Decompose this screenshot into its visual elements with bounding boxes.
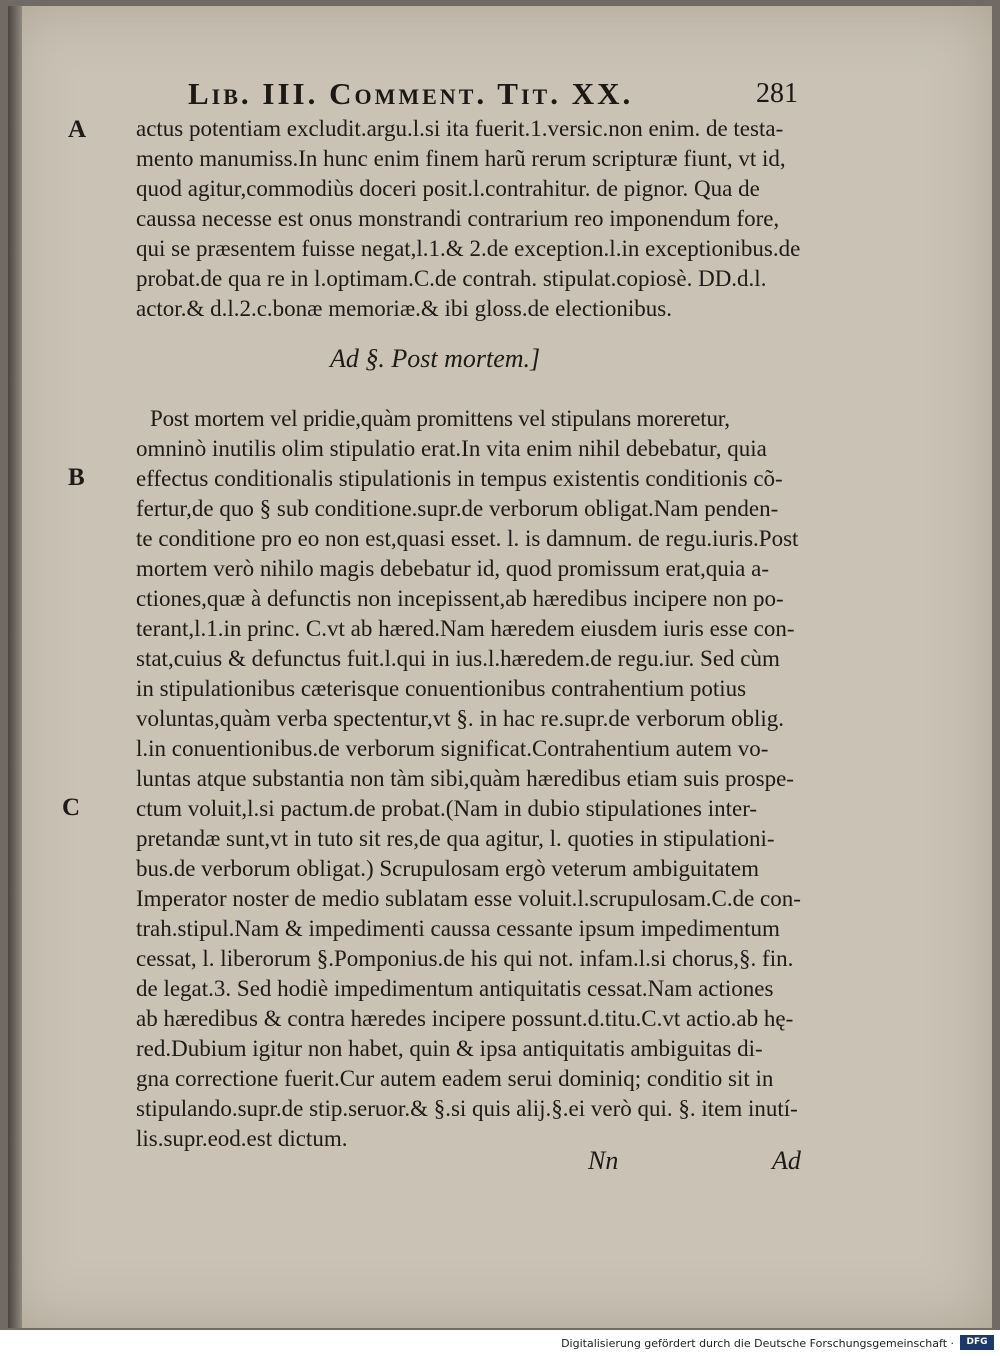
text-line: qui se præsentem fuisse negat,l.1.& 2.de exception.l.in exceptionibus.de [136, 236, 801, 261]
text-line: ctiones,quæ à defunctis non incepissent,ab hæredibus incipere non po- [136, 586, 784, 611]
catchword: Ad [772, 1146, 801, 1175]
text-line: gna correctione fuerit.Cur autem eadem serui dominiq; conditio sit in [136, 1066, 774, 1091]
page-number: 281 [756, 78, 798, 109]
text-line: te conditione pro eo non est,quasi esset. l. is damnum. de regu.iuris.Post [136, 526, 799, 551]
text-line: caussa necesse est onus monstrandi contrarium reo imponendum fore, [136, 206, 780, 231]
text-line: de legat.3. Sed hodiè impedimentum antiquitatis cessat.Nam actiones [136, 976, 774, 1001]
text-line: omninò inutilis olim stipulatio erat.In vita enim nihil debebatur, quia [136, 436, 767, 461]
main-paragraph [136, 404, 816, 1154]
marginal-letter-a: A [68, 116, 87, 143]
running-head-title: Lib. III. Comment. Tit. XX. [188, 76, 634, 111]
text-line: stat,cuius & defunctus fuit.l.qui in ius.l.hæredem.de regu.iur. Sed cùm [136, 646, 780, 671]
text-line: cessat, l. liberorum §.Pomponius.de his qui not. infam.l.si chorus,§. fin. [136, 946, 794, 971]
text-line: ctum voluit,l.si pactum.de probat.(Nam in dubio stipulationes inter- [136, 796, 758, 821]
text-line: terant,l.1.in princ. C.vt ab hæred.Nam hæredem eiusdem iuris esse con- [136, 616, 795, 641]
dfg-logo: DFG [960, 1335, 994, 1350]
footer-credit: Digitalisierung gefördert durch die Deutsche Forschungsgemeinschaft · [561, 1337, 954, 1350]
marginal-letter-c: C [62, 794, 81, 821]
text-line: pretandæ sunt,vt in tuto sit res,de qua agitur, l. quoties in stipulationi- [136, 826, 775, 851]
text-line: effectus conditionalis stipulationis in tempus existentis conditionis cõ- [136, 466, 783, 491]
text-line: actus potentiam excludit.argu.l.si ita fuerit.1.versic.non enim. de testa- [136, 116, 784, 141]
text-line: mento manumiss.In hunc enim finem harũ rerum scripturæ fiunt, vt id, [136, 146, 786, 171]
running-head [8, 76, 992, 116]
text-line: voluntas,quàm verba spectentur,vt §. in hac re.supr.de verborum oblig. [136, 706, 785, 731]
text-line: Imperator noster de medio sublatam esse voluit.l.scrupulosam.C.de con- [136, 886, 801, 911]
text-line: luntas atque substantia non tàm sibi,quàm hæredibus etiam suis prospe- [136, 766, 794, 791]
text-line: trah.stipul.Nam & impedimenti caussa cessante ipsum impedimentum [136, 916, 780, 941]
text-line: lis.supr.eod.est dictum. [136, 1126, 348, 1151]
signature-mark: Nn [588, 1146, 619, 1175]
digitization-footer [0, 1333, 1000, 1353]
text-line: red.Dubium igitur non habet, quin & ipsa antiquitatis ambiguitas di- [136, 1036, 763, 1061]
book-page [8, 6, 992, 1328]
text-line: ab hæredibus & contra hæredes incipere possunt.d.titu.C.vt actio.ab hę- [136, 1006, 794, 1031]
text-line: mortem verò nihilo magis debebatur id, quod promissum erat,quia a- [136, 556, 769, 581]
text-line: actor.& d.l.2.c.bonæ memoriæ.& ibi gloss.de electionibus. [136, 296, 672, 321]
top-paragraph [136, 114, 816, 324]
text-line: bus.de verborum obligat.) Scrupulosam ergò veterum ambiguitatem [136, 856, 759, 881]
text-line: in stipulationibus cæterisque conuentionibus contrahentium potius [136, 676, 747, 701]
text-line: l.in conuentionibus.de verborum significat.Contrahentium autem vo- [136, 736, 769, 761]
marginal-letter-b: B [68, 464, 85, 491]
text-line: fertur,de quo § sub conditione.supr.de verborum obligat.Nam penden- [136, 496, 779, 521]
text-line: Post mortem vel pridie,quàm promittens vel stipulans moreretur, [150, 406, 730, 431]
text-line: probat.de qua re in l.optimam.C.de contrah. stipulat.copiosè. DD.d.l. [136, 266, 767, 291]
text-line: stipulando.supr.de stip.seruor.& §.si quis alij.§.ei verò qui. §. item inutí- [136, 1096, 798, 1121]
page-gutter [8, 6, 22, 1328]
text-line: quod agitur,commodiùs doceri posit.l.contrahitur. de pignor. Qua de [136, 176, 760, 201]
section-heading: Ad §. Post mortem.] [330, 344, 541, 373]
